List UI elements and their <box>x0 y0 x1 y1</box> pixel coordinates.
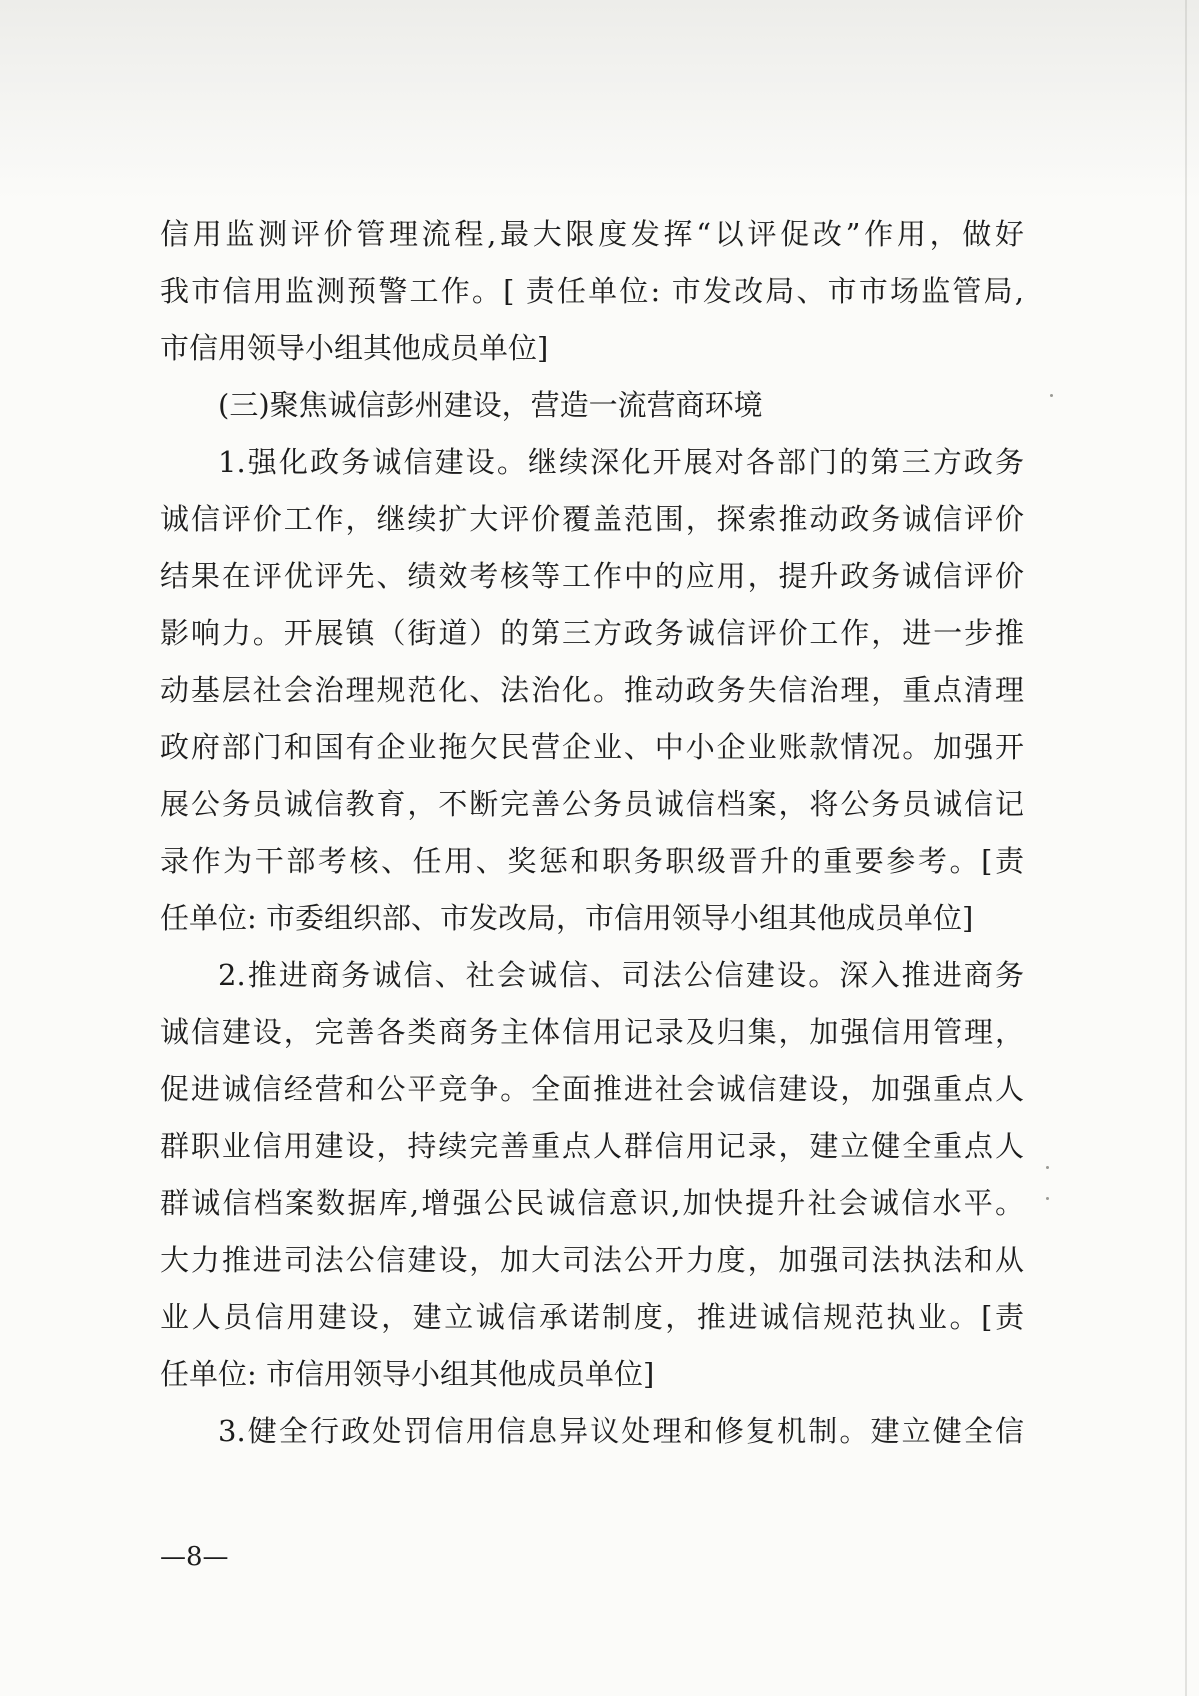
text-line: 市信用领导小组其他成员单位] <box>160 331 549 365</box>
text-line: 群职业信用建设，持续完善重点人群信用记录，建立健全重点人 <box>160 1129 1024 1163</box>
text-line: 诚信评价工作，继续扩大评价覆盖范围，探索推动政务诚信评价 <box>160 502 1024 536</box>
scan-speck <box>1046 1166 1049 1169</box>
text-line: 录作为干部考核、任用、奖惩和职务职级晋升的重要参考。[责 <box>160 844 1024 878</box>
text-line: 展公务员诚信教育，不断完善公务员诚信档案，将公务员诚信记 <box>160 787 1024 821</box>
text-line: 业人员信用建设，建立诚信承诺制度，推进诚信规范执业。[责 <box>160 1300 1024 1334</box>
text-line: 影响力。开展镇（街道）的第三方政务诚信评价工作，进一步推 <box>160 616 1024 650</box>
text-line: 诚信建设，完善各类商务主体信用记录及归集，加强信用管理， <box>160 1015 1024 1049</box>
text-line: 大力推进司法公信建设，加大司法公开力度，加强司法执法和从 <box>160 1243 1024 1277</box>
text-line: 1.强化政务诚信建设。继续深化开展对各部门的第三方政务 <box>218 445 1024 479</box>
scan-speck <box>1046 1197 1049 1200</box>
scan-speck <box>1050 394 1053 397</box>
page-number: —8— <box>160 1542 229 1572</box>
text-line: 促进诚信经营和公平竞争。全面推进社会诚信建设，加强重点人 <box>160 1072 1024 1106</box>
text-line: 任单位: 市信用领导小组其他成员单位] <box>160 1357 655 1391</box>
text-line: 动基层社会治理规范化、法治化。推动政务失信治理，重点清理 <box>160 673 1024 707</box>
text-line: 信用监测评价管理流程,最大限度发挥“以评促改”作用，做好 <box>160 217 1024 251</box>
text-line: 结果在评优评先、绩效考核等工作中的应用，提升政务诚信评价 <box>160 559 1024 593</box>
text-line: 政府部门和国有企业拖欠民营企业、中小企业账款情况。加强开 <box>160 730 1024 764</box>
text-line: 群诚信档案数据库,增强公民诚信意识,加快提升社会诚信水平。 <box>160 1186 1024 1220</box>
text-line: 任单位: 市委组织部、市发改局，市信用领导小组其他成员单位] <box>160 901 974 935</box>
section-heading: (三)聚焦诚信彭州建设，营造一流营商环境 <box>218 388 763 422</box>
text-line: 我市信用监测预警工作。[ 责任单位: 市发改局、市市场监管局, <box>160 274 1024 308</box>
scan-shadow <box>0 0 1199 200</box>
text-line: 2.推进商务诚信、社会诚信、司法公信建设。深入推进商务 <box>218 958 1024 992</box>
scan-edge <box>1185 0 1187 1696</box>
document-body <box>160 206 1024 1460</box>
text-line: 3.健全行政处罚信用信息异议处理和修复机制。建立健全信 <box>218 1414 1024 1448</box>
